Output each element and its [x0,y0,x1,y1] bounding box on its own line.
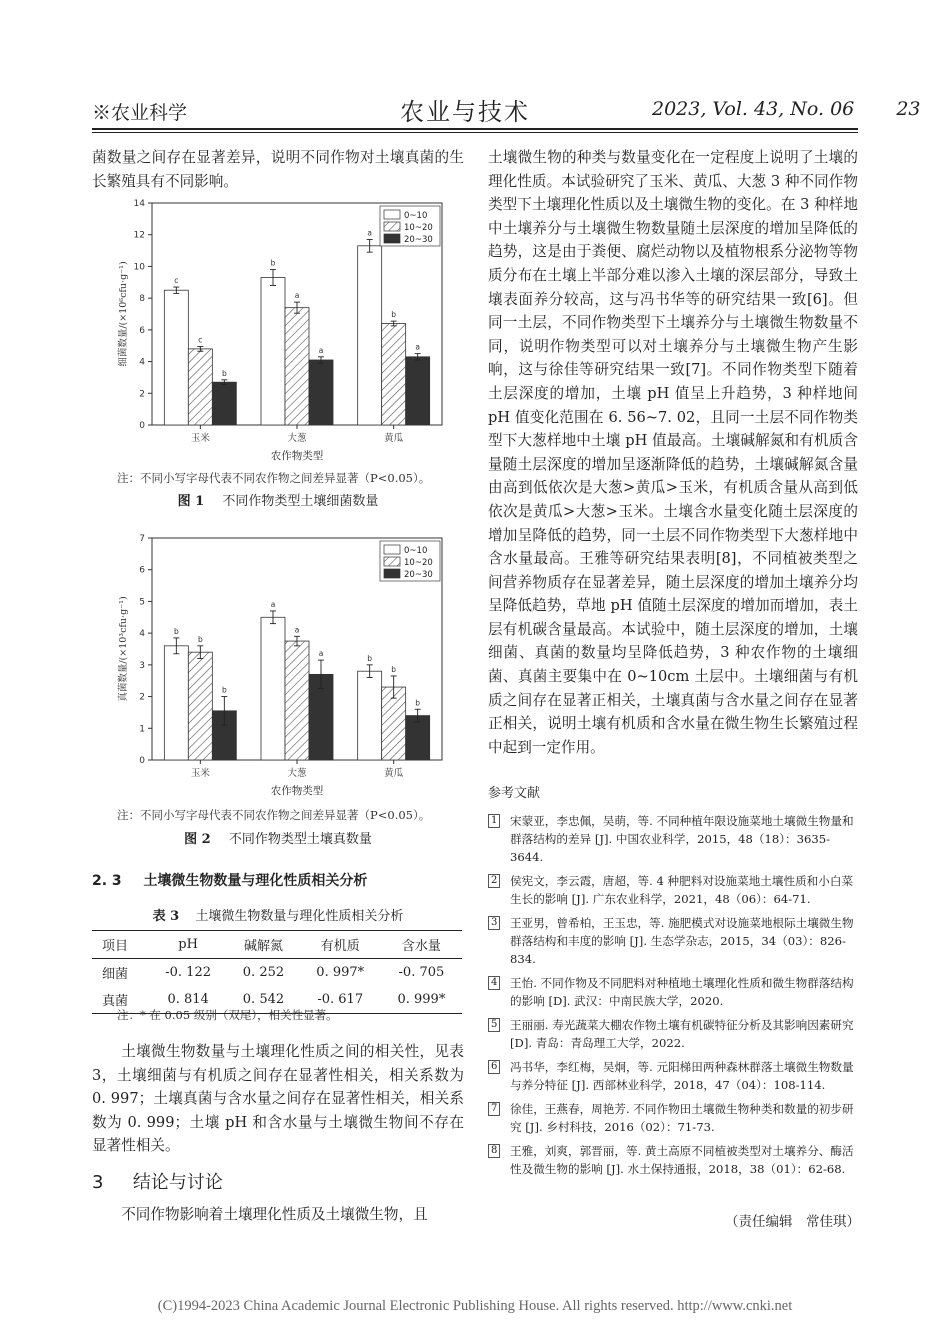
reference-text: 王丽丽. 寿光蔬菜大棚农作物土壤有机碳特征分析及其影响因素研究 [D]. 青岛：青岛理工大学，2022. [510,1018,854,1050]
reference-number: 1 [488,814,500,828]
legend-swatch [384,210,400,219]
significance-letter: a [415,342,420,352]
legend-label: 10~20 [404,558,433,568]
table-cell: -0. 617 [317,992,364,1007]
bar [261,278,285,425]
correlation-paragraph: 土壤微生物数量与土壤理化性质之间的相关性，见表3，土壤细菌与有机质之间存在显著性相关，相关系数为 0. 997；土壤真菌与含水量之间存在显著性相关，相关系数为 0. 999；土壤 pH 和含水量与土壤微生物间不存在显著性相关。 [92,1043,464,1155]
reference-number: 4 [488,976,500,990]
reference-item [488,1016,858,1052]
table-3 [92,930,462,1014]
editor-note: （责任编辑 常佳琪） [725,1214,860,1230]
section-2-3-number: 2. 3 [92,873,122,889]
figure-2-note: 注：不同小写字母代表不同农作物之间差异显著（P<0.05）。 [117,808,431,822]
reference-text: 宋蒙亚，李忠佩，吴萌，等. 不同种植年限设施菜地土壤微生物量和群落结构的差异 [J]. 中国农业科学，2015，48（18）：3635-3644. [510,814,854,864]
table-3-header-cell: 有机质 [320,939,360,954]
y-tick-label: 1 [139,724,145,735]
significance-letter: b [391,664,397,674]
x-tick-label: 玉米 [190,768,210,779]
significance-letter: b [197,634,203,644]
legend-swatch [384,557,400,566]
table-cell: 真菌 [102,994,129,1009]
bar [406,357,430,425]
figure-1-label: 图 1 [177,494,205,509]
issue-text: 2023, Vol. 43, No. 06 [652,98,855,120]
correlation-text [92,1040,464,1158]
figure-1-note: 注：不同小写字母代表不同农作物之间差异显著（P<0.05）。 [117,471,431,485]
bar [188,349,212,425]
y-tick-label: 8 [139,294,145,305]
y-tick-label: 3 [139,660,145,671]
intro-paragraph: 菌数量之间存在显著差异，说明不同作物对土壤真菌的生长繁殖具有不同影响。 [92,149,464,190]
reference-number: 6 [488,1060,500,1074]
y-tick-label: 6 [139,325,145,336]
table-cell: -0. 705 [398,965,445,980]
table-3-label: 表 3 [152,909,180,924]
bar [261,617,285,760]
significance-letter: b [391,310,397,320]
y-tick-label: 0 [139,756,145,766]
y-tick-label: 4 [139,629,145,640]
table-3-note: 注：* 在 0.05 级别（双尾），相关性显著。 [117,1008,338,1022]
table-3-header-cell: 含水量 [401,939,441,954]
table-3-header-cell: 碱解氮 [243,939,283,954]
legend-label: 20~30 [404,235,433,245]
table-cell: 0. 997* [316,965,365,980]
journal-title: 农业与技术 [400,98,530,126]
table-3-header-cell: 项目 [102,939,129,954]
legend-label: 10~20 [404,223,433,233]
y-tick-label: 2 [139,389,145,400]
section-3-title: 结论与讨论 [132,1172,223,1193]
references-list [488,812,858,1184]
section-3-text [92,1203,464,1227]
bar [285,641,309,760]
reference-number: 3 [488,916,500,930]
x-axis-label: 农作物类型 [270,450,324,462]
reference-text: 王怡. 不同作物及不同肥料对种植地土壤理化性质和微生物群落结构的影响 [D]. 武汉：中南民族大学，2020. [510,976,854,1008]
legend-label: 20~30 [404,570,433,580]
y-tick-label: 6 [139,565,145,576]
x-tick-label: 黄瓜 [384,768,404,779]
right-body [488,146,858,759]
table-row [92,959,462,987]
reference-text: 王雅，刘爽，郭晋丽，等. 黄土高原不同植被类型对土壤养分、酶活性及微生物的影响 [J]. 水土保持通报，2018，38（01）：62-68. [510,1144,854,1176]
legend-label: 0~10 [404,546,428,556]
bar [212,382,236,425]
bar [382,324,406,425]
reference-number: 5 [488,1018,500,1032]
y-tick-label: 4 [139,357,145,368]
reference-number: 7 [488,1102,500,1116]
bar [358,671,382,760]
figure-2-label: 图 2 [184,832,211,847]
bar [164,290,188,425]
copyright-footer: (C)1994-2023 China Academic Journal Electronic Publishing House. All rights reserved. http://www.cnki.net [157,1298,793,1314]
significance-letter: b [221,685,227,695]
figure-2-caption [92,828,464,847]
x-axis-label: 农作物类型 [270,785,324,797]
header-rule-thin [92,132,858,133]
reference-text: 冯书华，李红梅，吴炯，等. 元阳梯田两种森林群落土壤微生物数量与养分特征 [J]. 西部林业科学，2018，47（04）：108-114. [510,1060,854,1092]
bar [309,360,333,425]
reference-item [488,1100,858,1136]
reference-text: 侯宪文，李云霞，唐超，等. 4 种肥料对设施菜地土壤性质和小白菜生长的影响 [J]. 广东农业科学，2021，48（06）：64-71. [510,874,854,906]
section-3-paragraph: 不同作物影响着土壤理化性质及土壤微生物，且 [121,1206,428,1223]
x-tick-label: 大葱 [287,768,307,779]
legend-swatch [384,545,400,554]
y-axis-label: 真菌数量/(×10³cfu·g⁻¹) [118,596,129,702]
section-label: ※农业科学 [92,102,188,124]
figure-1-title: 不同作物类型土壤细菌数量 [222,494,379,509]
reference-number: 8 [488,1144,500,1158]
significance-letter: b [415,698,421,708]
reference-item [488,914,858,968]
table-cell: 0. 814 [167,992,209,1007]
section-2-3-heading [92,870,367,890]
figure-1-chart [110,195,450,465]
header-rule [92,128,858,130]
y-tick-label: 14 [133,199,145,209]
y-tick-label: 0 [139,421,145,431]
significance-letter: b [173,626,179,636]
significance-letter: a [294,291,300,301]
y-tick-label: 10 [133,262,145,273]
figure-2-title: 不同作物类型土壤真数量 [228,832,372,847]
significance-letter: b [367,653,373,663]
table-3-title: 土壤微生物数量与理化性质相关分析 [195,909,404,924]
significance-letter: b [270,258,276,268]
table-3-header-row [92,931,462,959]
x-tick-label: 黄瓜 [384,433,404,444]
y-tick-label: 7 [139,534,145,544]
references-title: 参考文献 [488,786,541,801]
y-tick-label: 5 [139,597,145,608]
significance-letter: a [318,345,324,355]
section-3-number: 3 [92,1172,104,1193]
bar [164,646,188,760]
y-tick-label: 2 [139,692,145,703]
reference-item [488,872,858,908]
figure-2-chart [110,530,450,800]
y-axis-label: 细菌数量/(×10⁶cfu·g⁻¹) [118,261,129,367]
significance-letter: c [174,276,179,286]
significance-letter: a [318,649,324,659]
reference-text: 徐佳，王燕春，周艳芳. 不同作物田土壤微生物种类和数量的初步研究 [J]. 乡村科技，2016（02）：71-73. [510,1102,854,1134]
reference-number: 2 [488,874,500,888]
bar [188,652,212,760]
significance-letter: a [270,599,276,609]
legend-swatch [384,234,400,243]
reference-text: 王亚男，曾希柏，王玉忠，等. 施肥模式对设施菜地根际土壤微生物群落结构和丰度的影响 [J]. 生态学杂志，2015，34（03）：826-834. [510,916,854,966]
table-3-caption [92,905,464,924]
section-2-3-title: 土壤微生物数量与理化性质相关分析 [143,873,368,889]
reference-item [488,1058,858,1094]
table-3-header-cell: pH [178,937,198,952]
bar [358,246,382,425]
bar [285,308,309,425]
table-cell: -0. 122 [165,965,211,980]
reference-item [488,1142,858,1178]
reference-item [488,812,858,866]
table-cell: 0. 542 [242,992,285,1007]
discussion-paragraph: 土壤微生物的种类与数量变化在一定程度上说明了土壤的理化性质。本试验研究了玉米、黄瓜、大葱 3 种不同作物类型下土壤理化性质以及土壤微生物的变化。在 3 种样地中土壤养分与土壤微生物数量随土层深度的增加呈降低的趋势，这是由于粪便、腐烂动物以及植物根系分泌物等物质分布在土壤上半部分难以渗入土壤的深层部分，导致土壤表面养分较高，这与冯书华等的研究结果一致[6]。但同一土层，不同作物类型下土壤养分与土壤微生物数量不同，说明作物类型可以对土壤养分与土壤微生物产生影响，这与徐佳等研究结果一致[7]。不同作物类型下随着土层深度的增加，土壤 pH 值呈上升趋势，3 种样地间 pH 值变化范围在 6. 56~7. 02，且同一土层不同作物类型下大葱样地中土壤 pH 值最高。土壤碱解氮和有机质含量随土层深度的增加呈逐渐降低的趋势，土壤碱解氮含量由高到低依次是大葱>黄瓜>玉米，有机质含量从高到低依次是黄瓜>大葱>玉米。土壤含水量变化随土层深度的增加呈降低的趋势，同一土层不同作物类型下大葱样地中含水量最高。王雅等研究结果表明[8]，不同植被类型之间营养物质存在显著差异，随土层深度的增加土壤养分均呈降低趋势，草地 pH 值随土层深度的增加而增加，表土层有机碳含量最高。本试验中，随土层深度的增加，土壤细菌、真菌的数量均呈降低趋势，3 种农作物的土壤细菌、真菌主要集中在 0~10cm 土层中。土壤细菌与有机质之间存在显著正相关，土壤真菌与含水量之间存在显著正相关，说明土壤有机质和含水量在微生物生长繁殖过程中起到一定作用。 [488,149,858,756]
significance-letter: b [221,368,227,378]
figure-1-caption [92,490,464,509]
table-cell: 0. 999* [397,992,446,1007]
section-3-heading [92,1168,223,1194]
x-tick-label: 玉米 [190,433,210,444]
significance-letter: c [198,335,203,345]
y-tick-label: 12 [133,230,145,241]
legend-swatch [384,222,400,231]
reference-item [488,974,858,1010]
left-intro [92,146,464,193]
significance-letter: a [294,625,300,635]
table-cell: 0. 252 [242,965,285,980]
legend-swatch [384,569,400,578]
table-cell: 细菌 [102,967,129,982]
issue-info [652,98,921,120]
page-number: 23 [896,98,921,120]
significance-letter: a [367,228,372,238]
x-tick-label: 大葱 [287,433,307,444]
legend-label: 0~10 [404,211,428,221]
